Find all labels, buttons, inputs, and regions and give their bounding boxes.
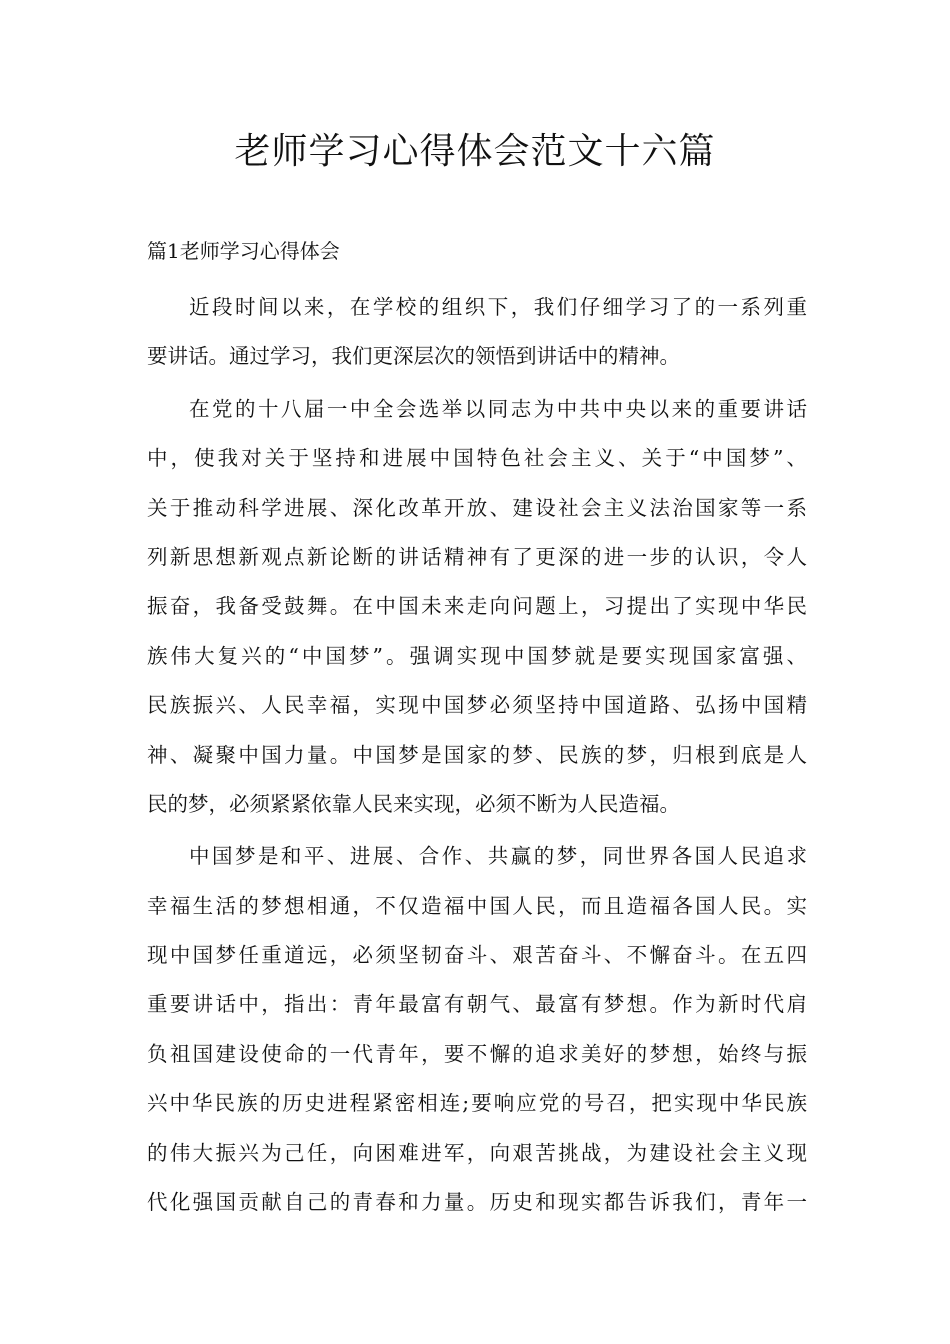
paragraph-line: 重要讲话中，指出：青年最富有朝气、最富有梦想。作为新时代肩 [147,992,807,1017]
paragraph-line: 关于推动科学进展、深化改革开放、建设社会主义法治国家等一系 [147,495,807,520]
paragraph-line: 民族振兴、人民幸福，实现中国梦必须坚持中国道路、弘扬中国精 [147,693,807,718]
body-paragraph [147,832,807,1227]
paragraph-line: 神、凝聚中国力量。中国梦是国家的梦、民族的梦，归根到底是人 [147,742,807,767]
paragraph-line: 代化强国贡献自己的青春和力量。历史和现实都告诉我们，青年一 [147,1190,807,1215]
body-paragraph [147,385,807,830]
document-body [147,283,807,1230]
paragraph-line: 负祖国建设使命的一代青年，要不懈的追求美好的梦想，始终与振 [147,1041,807,1066]
paragraph-line: 兴中华民族的历史进程紧密相连;要响应党的号召，把实现中华民族 [147,1091,807,1116]
paragraph-line: 振奋，我备受鼓舞。在中国未来走向问题上，习提出了实现中华民 [147,594,807,619]
section-heading: 篇1老师学习心得体会 [147,239,340,263]
paragraph-line: 在党的十八届一中全会选举以同志为中共中央以来的重要讲话 [189,396,807,421]
paragraph-line: 中国梦是和平、进展、合作、共赢的梦，同世界各国人民追求 [189,844,807,869]
paragraph-line: 要讲话。通过学习，我们更深层次的领悟到讲话中的精神。 [147,344,680,369]
paragraph-line: 列新思想新观点新论断的讲话精神有了更深的进一步的认识，令人 [147,544,807,569]
paragraph-line: 的伟大振兴为己任，向困难进军，向艰苦挑战，为建设社会主义现 [147,1140,807,1165]
paragraph-line: 中，使我对关于坚持和进展中国特色社会主义、关于“中国梦”、 [147,446,807,471]
paragraph-line: 现中国梦任重道远，必须坚韧奋斗、艰苦奋斗、不懈奋斗。在五四 [147,943,807,968]
paragraph-line: 族伟大复兴的“中国梦”。强调实现中国梦就是要实现国家富强、 [147,643,807,668]
paragraph-line: 近段时间以来，在学校的组织下，我们仔细学习了的一系列重 [189,295,807,319]
document-title: 老师学习心得体会范文十六篇 [234,131,716,172]
paragraph-line: 幸福生活的梦想相通，不仅造福中国人民，而且造福各国人民。实 [147,893,807,918]
body-paragraph [147,283,807,382]
paragraph-line: 民的梦，必须紧紧依靠人民来实现，必须不断为人民造福。 [147,791,680,816]
